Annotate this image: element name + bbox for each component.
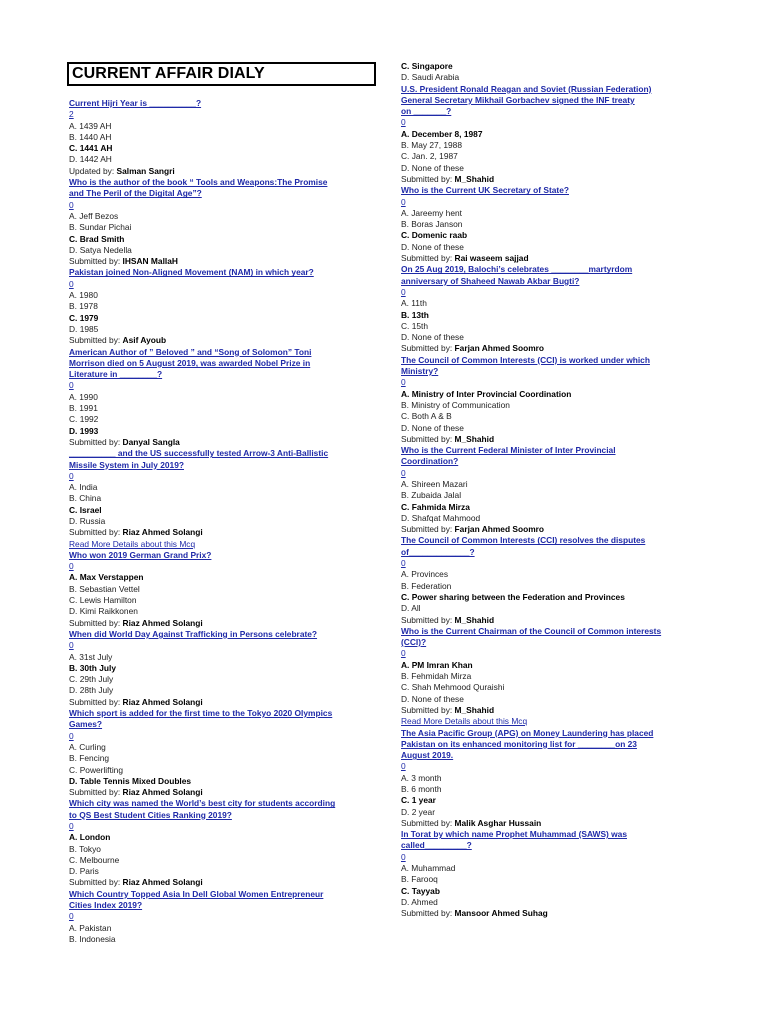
option-text: D. Shafqat Mahmood <box>401 512 481 523</box>
question-text[interactable]: Missile System in July 2019? <box>69 459 184 470</box>
question-text[interactable]: (CCI)? <box>401 637 427 648</box>
correct-option-text: A. Ministry of Inter Provincial Coordination <box>401 388 572 399</box>
option-text: A. Shireen Mazari <box>401 478 468 489</box>
submitter-label: Submitted by: <box>401 704 455 715</box>
submitter-label: Submitted by: <box>401 343 455 354</box>
question-text[interactable]: The Council of Common Interests (CCI) resolves the disputes <box>401 535 646 546</box>
left-column <box>69 98 369 945</box>
question-text[interactable]: Which sport is added for the first time to the Tokyo 2020 Olympics <box>69 708 333 719</box>
submitter-name: M_Shahid <box>454 173 495 184</box>
submitter-label: Submitted by: <box>69 256 123 267</box>
answer-count-link[interactable]: 0 <box>69 380 74 391</box>
submitter-label: Submitted by: <box>69 877 123 888</box>
answer-count-link[interactable]: 0 <box>69 730 74 741</box>
correct-option-text: D. Table Tennis Mixed Doubles <box>69 775 192 786</box>
submitter-line <box>401 908 701 919</box>
question-text[interactable]: On 25 Aug 2019, Balochi’s celebrates ________martyrdom <box>401 264 633 275</box>
option-text: A. Provinces <box>401 569 449 580</box>
option-text: A. Jareemy hent <box>401 207 462 218</box>
submitter-name: Salman Sangri <box>116 165 175 176</box>
correct-option-text: C. Fahmida Mirza <box>401 501 470 512</box>
correct-option-text: C. 1 year <box>401 795 436 806</box>
answer-count-link[interactable]: 0 <box>401 851 406 862</box>
question-text[interactable]: Who won 2019 German Grand Prix? <box>69 549 212 560</box>
correct-option-text: C. 1441 AH <box>69 143 113 154</box>
question-text[interactable]: The Council of Common Interests (CCI) is worked under which <box>401 354 650 365</box>
submitter-label: Submitted by: <box>401 524 455 535</box>
option-text: D. Russia <box>69 515 106 526</box>
correct-option-text: A. Max Verstappen <box>69 572 144 583</box>
question-text[interactable]: Current Hijri Year is __________? <box>69 98 202 108</box>
answer-count-link[interactable]: 0 <box>401 196 406 207</box>
option-text: D. Saudi Arabia <box>401 72 460 83</box>
correct-option-text: C. Brad Smith <box>69 233 125 244</box>
option-text: A. Jeff Bezos <box>69 210 119 221</box>
option-text: A. 11th <box>401 298 427 309</box>
submitter-name: Riaz Ahmed Solangi <box>122 617 203 628</box>
answer-count-link[interactable]: 0 <box>401 286 406 297</box>
submitter-line <box>69 697 369 708</box>
option-text: A. 31st July <box>69 651 113 662</box>
option-text: B. Farooq <box>401 874 438 885</box>
option-text: B. Federation <box>401 580 452 591</box>
question-text[interactable]: Ministry? <box>401 366 439 377</box>
option-text: A. 1439 AH <box>69 120 112 131</box>
answer-count-link[interactable]: 0 <box>401 117 406 128</box>
document-title: CURRENT AFFAIR DIALY <box>72 65 265 82</box>
question-text[interactable]: to QS Best Student Cities Ranking 2019? <box>69 809 232 820</box>
submitter-line <box>401 343 701 354</box>
answer-count-link[interactable]: 0 <box>69 640 74 651</box>
correct-option-text: B. 30th July <box>69 662 117 673</box>
question-text[interactable]: Cities Index 2019? <box>69 900 143 911</box>
option-text: B. 1978 <box>69 301 98 312</box>
answer-count-link[interactable]: 0 <box>69 561 74 572</box>
question-text[interactable]: Who is the Current Federal Minister of Inter Provincial <box>401 445 616 456</box>
correct-option-text: B. 13th <box>401 309 429 320</box>
option-text: B. Sebastian Vettel <box>69 583 140 594</box>
submitter-line <box>401 705 701 716</box>
submitter-line <box>401 818 701 829</box>
question-text[interactable]: When did World Day Against Trafficking in Persons celebrate? <box>69 628 318 639</box>
read-more-link[interactable]: Read More Details about this Mcq <box>69 538 196 549</box>
option-text: D. All <box>401 603 421 614</box>
option-text: B. Fehmidah Mirza <box>401 671 472 682</box>
correct-option-text: A. London <box>69 832 111 843</box>
read-more-link[interactable]: Read More Details about this Mcq <box>401 716 528 727</box>
option-text: B. 6 month <box>401 784 442 794</box>
question-text[interactable]: August 2019. <box>401 750 454 761</box>
submitter-label: Submitted by: <box>69 335 123 346</box>
option-text: A. 1980 <box>69 290 98 301</box>
question-text[interactable]: Pakistan on its enhanced monitoring list for ________on 23 <box>401 738 637 749</box>
submitter-label: Submitted by: <box>69 696 123 707</box>
submitter-name: Danyal Sangla <box>122 436 180 447</box>
submitter-name: Malik Asghar Hussain <box>454 817 542 828</box>
answer-count-link[interactable]: 2 <box>69 109 74 120</box>
correct-option-text: C. Israel <box>69 504 102 515</box>
option-text: D. Ahmed <box>401 896 438 907</box>
submitter-line <box>401 434 701 445</box>
answer-count-link[interactable]: 0 <box>401 558 406 569</box>
question-text[interactable]: Morrison died on 5 August 2019, was awarded Nobel Prize in <box>69 357 311 368</box>
option-text: B. Boras Janson <box>401 219 463 230</box>
question-text[interactable]: Pakistan joined Non-Aligned Movement (NAM) in which year? <box>69 267 314 278</box>
option-text: D. 28th July <box>69 685 114 696</box>
submitter-name: M_Shahid <box>454 614 495 625</box>
document-title-box <box>67 62 376 86</box>
submitter-name: Riaz Ahmed Solangi <box>122 696 203 707</box>
correct-option-text: C. Power sharing between the Federation and Provinces <box>401 591 625 602</box>
submitter-label: Updated by: <box>69 165 117 176</box>
answer-count-link[interactable]: 0 <box>401 377 406 388</box>
correct-option-text: C. 1979 <box>69 312 99 323</box>
submitter-name: Rai waseem sajjad <box>454 253 529 264</box>
option-text: D. Kimi Raikkonen <box>69 606 138 617</box>
option-text: D. None of these <box>401 693 464 704</box>
option-text: D. 1985 <box>69 323 99 334</box>
question-text[interactable]: The Asia Pacific Group (APG) on Money Laundering has placed <box>401 727 654 738</box>
question-text[interactable]: Who is the Current Chairman of the Council of Common interests <box>401 625 662 636</box>
answer-count-link[interactable]: 0 <box>69 470 74 481</box>
correct-option-text: C. Tayyab <box>401 885 440 896</box>
submitter-name: M_Shahid <box>454 433 495 444</box>
answer-count-link[interactable]: 0 <box>69 821 74 831</box>
submitter-name: IHSAN MallaH <box>122 256 178 267</box>
submitter-name: Farjan Ahmed Soomro <box>454 524 545 535</box>
submitter-label: Submitted by: <box>401 614 455 625</box>
option-text: D. Paris <box>69 866 99 877</box>
option-text: B. Ministry of Communication <box>401 399 510 410</box>
submitter-line <box>69 335 369 346</box>
question-text[interactable]: Games? <box>69 719 103 730</box>
question-text[interactable]: General Secretary Mikhail Gorbachev signed the INF treaty <box>401 94 635 105</box>
submitter-line <box>69 437 369 448</box>
submitter-line <box>69 256 369 267</box>
submitter-line <box>69 618 369 629</box>
option-text: D. None of these <box>401 332 464 343</box>
option-text: B. 1440 AH <box>69 131 112 142</box>
submitter-name: Riaz Ahmed Solangi <box>122 527 203 538</box>
option-text: B. 1991 <box>69 403 98 414</box>
submitter-line <box>69 877 369 888</box>
question-text[interactable]: and The Peril of the Digital Age”? <box>69 188 202 199</box>
question-text[interactable]: In Torat by which name Prophet Muhammad (SAWS) was <box>401 829 627 840</box>
answer-count-link[interactable]: 0 <box>69 278 74 289</box>
submitter-name: M_Shahid <box>454 704 495 715</box>
submitter-line <box>401 524 701 535</box>
correct-option-text: A. December 8, 1987 <box>401 128 483 139</box>
submitter-line <box>69 787 369 798</box>
submitter-label: Submitted by: <box>401 817 455 828</box>
answer-count-link[interactable]: 0 <box>401 467 406 478</box>
question-text[interactable]: Which city was named the World’s best city for students according <box>69 798 336 809</box>
option-text: C. Shah Mehmood Quraishi <box>401 682 505 693</box>
question-text[interactable]: American Author of ” Beloved ” and “Song of Solomon” Toni <box>69 346 312 357</box>
option-text: C. Powerlifting <box>69 764 123 775</box>
option-text: B. Zubaida Jalal <box>401 490 462 501</box>
option-text: C. Melbourne <box>69 854 120 865</box>
option-text: A. 1990 <box>69 391 98 402</box>
option-text: A. Muhammad <box>401 863 456 874</box>
option-text: C. 15th <box>401 320 429 331</box>
correct-option-text: A. PM Imran Khan <box>401 659 473 670</box>
question-text[interactable]: of_____________? <box>401 546 475 557</box>
option-text: C. Jan. 2, 1987 <box>401 151 458 162</box>
option-text: C. Lewis Hamilton <box>69 595 137 606</box>
question-text[interactable]: __________ and the US successfully tested Arrow-3 Anti-Ballistic <box>69 448 329 459</box>
submitter-name: Farjan Ahmed Soomro <box>454 343 545 354</box>
submitter-label: Submitted by: <box>69 617 123 628</box>
question-text[interactable]: Who is the author of the book “ Tools and Weapons:The Promise <box>69 177 328 188</box>
option-text: A. Curling <box>69 741 106 752</box>
submitter-name: Mansoor Ahmed Suhag <box>454 908 548 919</box>
submitter-name: Asif Ayoub <box>122 335 167 346</box>
option-text: A. India <box>69 482 98 493</box>
correct-option-text: C. Singapore <box>401 61 453 71</box>
submitter-label: Submitted by: <box>401 908 455 919</box>
question-text[interactable]: called_________? <box>401 840 472 851</box>
question-text[interactable]: U.S. President Ronald Reagan and Soviet (Russian Federation) <box>401 83 652 94</box>
submitter-line <box>401 253 701 264</box>
option-text: C. 1992 <box>69 414 99 425</box>
submitter-line <box>401 174 701 185</box>
correct-option-text: C. Domenic raab <box>401 230 468 241</box>
option-text: D. 1442 AH <box>69 154 112 165</box>
option-text: B. Tokyo <box>69 843 101 854</box>
option-text: B. Sundar Pichai <box>69 222 132 233</box>
option-text: D. None of these <box>401 241 464 252</box>
question-text[interactable]: Which Country Topped Asia In Dell Global Women Entrepreneur <box>69 888 324 899</box>
question-text[interactable]: Who is the Current UK Secretary of State? <box>401 185 569 196</box>
answer-count-link[interactable]: 0 <box>401 761 406 772</box>
submitter-line <box>401 615 701 626</box>
option-text: B. Indonesia <box>69 933 116 944</box>
submitter-label: Submitted by: <box>69 787 123 798</box>
submitter-label: Submitted by: <box>69 527 123 538</box>
answer-count-link[interactable]: 0 <box>401 648 406 659</box>
submitter-label: Submitted by: <box>401 173 455 184</box>
option-text: D. None of these <box>401 422 464 433</box>
option-text: A. Pakistan <box>69 922 112 933</box>
option-text: C. 29th July <box>69 674 114 685</box>
submitter-label: Submitted by: <box>401 433 455 444</box>
answer-count-link[interactable]: 0 <box>69 911 74 922</box>
submitter-name: Riaz Ahmed Solangi <box>122 877 203 888</box>
question-text[interactable]: anniversary of Shaheed Nawab Akbar Bugti? <box>401 275 580 286</box>
option-text: D. 2 year <box>401 806 435 817</box>
question-text[interactable]: Coordination? <box>401 456 459 467</box>
submitter-line <box>69 527 369 538</box>
option-text: B. Fencing <box>69 753 110 764</box>
option-text: B. May 27, 1988 <box>401 140 462 151</box>
submitter-label: Submitted by: <box>69 436 123 447</box>
right-column <box>401 61 701 920</box>
option-text: B. China <box>69 493 102 504</box>
option-text: C. Both A & B <box>401 411 452 422</box>
submitter-line <box>69 166 369 177</box>
answer-count-link[interactable]: 0 <box>69 199 74 210</box>
submitter-name: Riaz Ahmed Solangi <box>122 787 203 798</box>
option-text: D. Satya Nedella <box>69 244 132 255</box>
correct-option-text: D. 1993 <box>69 425 99 436</box>
question-text[interactable]: Literature in ________? <box>69 369 163 380</box>
option-text: D. None of these <box>401 162 464 173</box>
submitter-label: Submitted by: <box>401 253 455 264</box>
question-text[interactable]: on _______? <box>401 106 452 117</box>
option-text: A. 3 month <box>401 772 442 783</box>
